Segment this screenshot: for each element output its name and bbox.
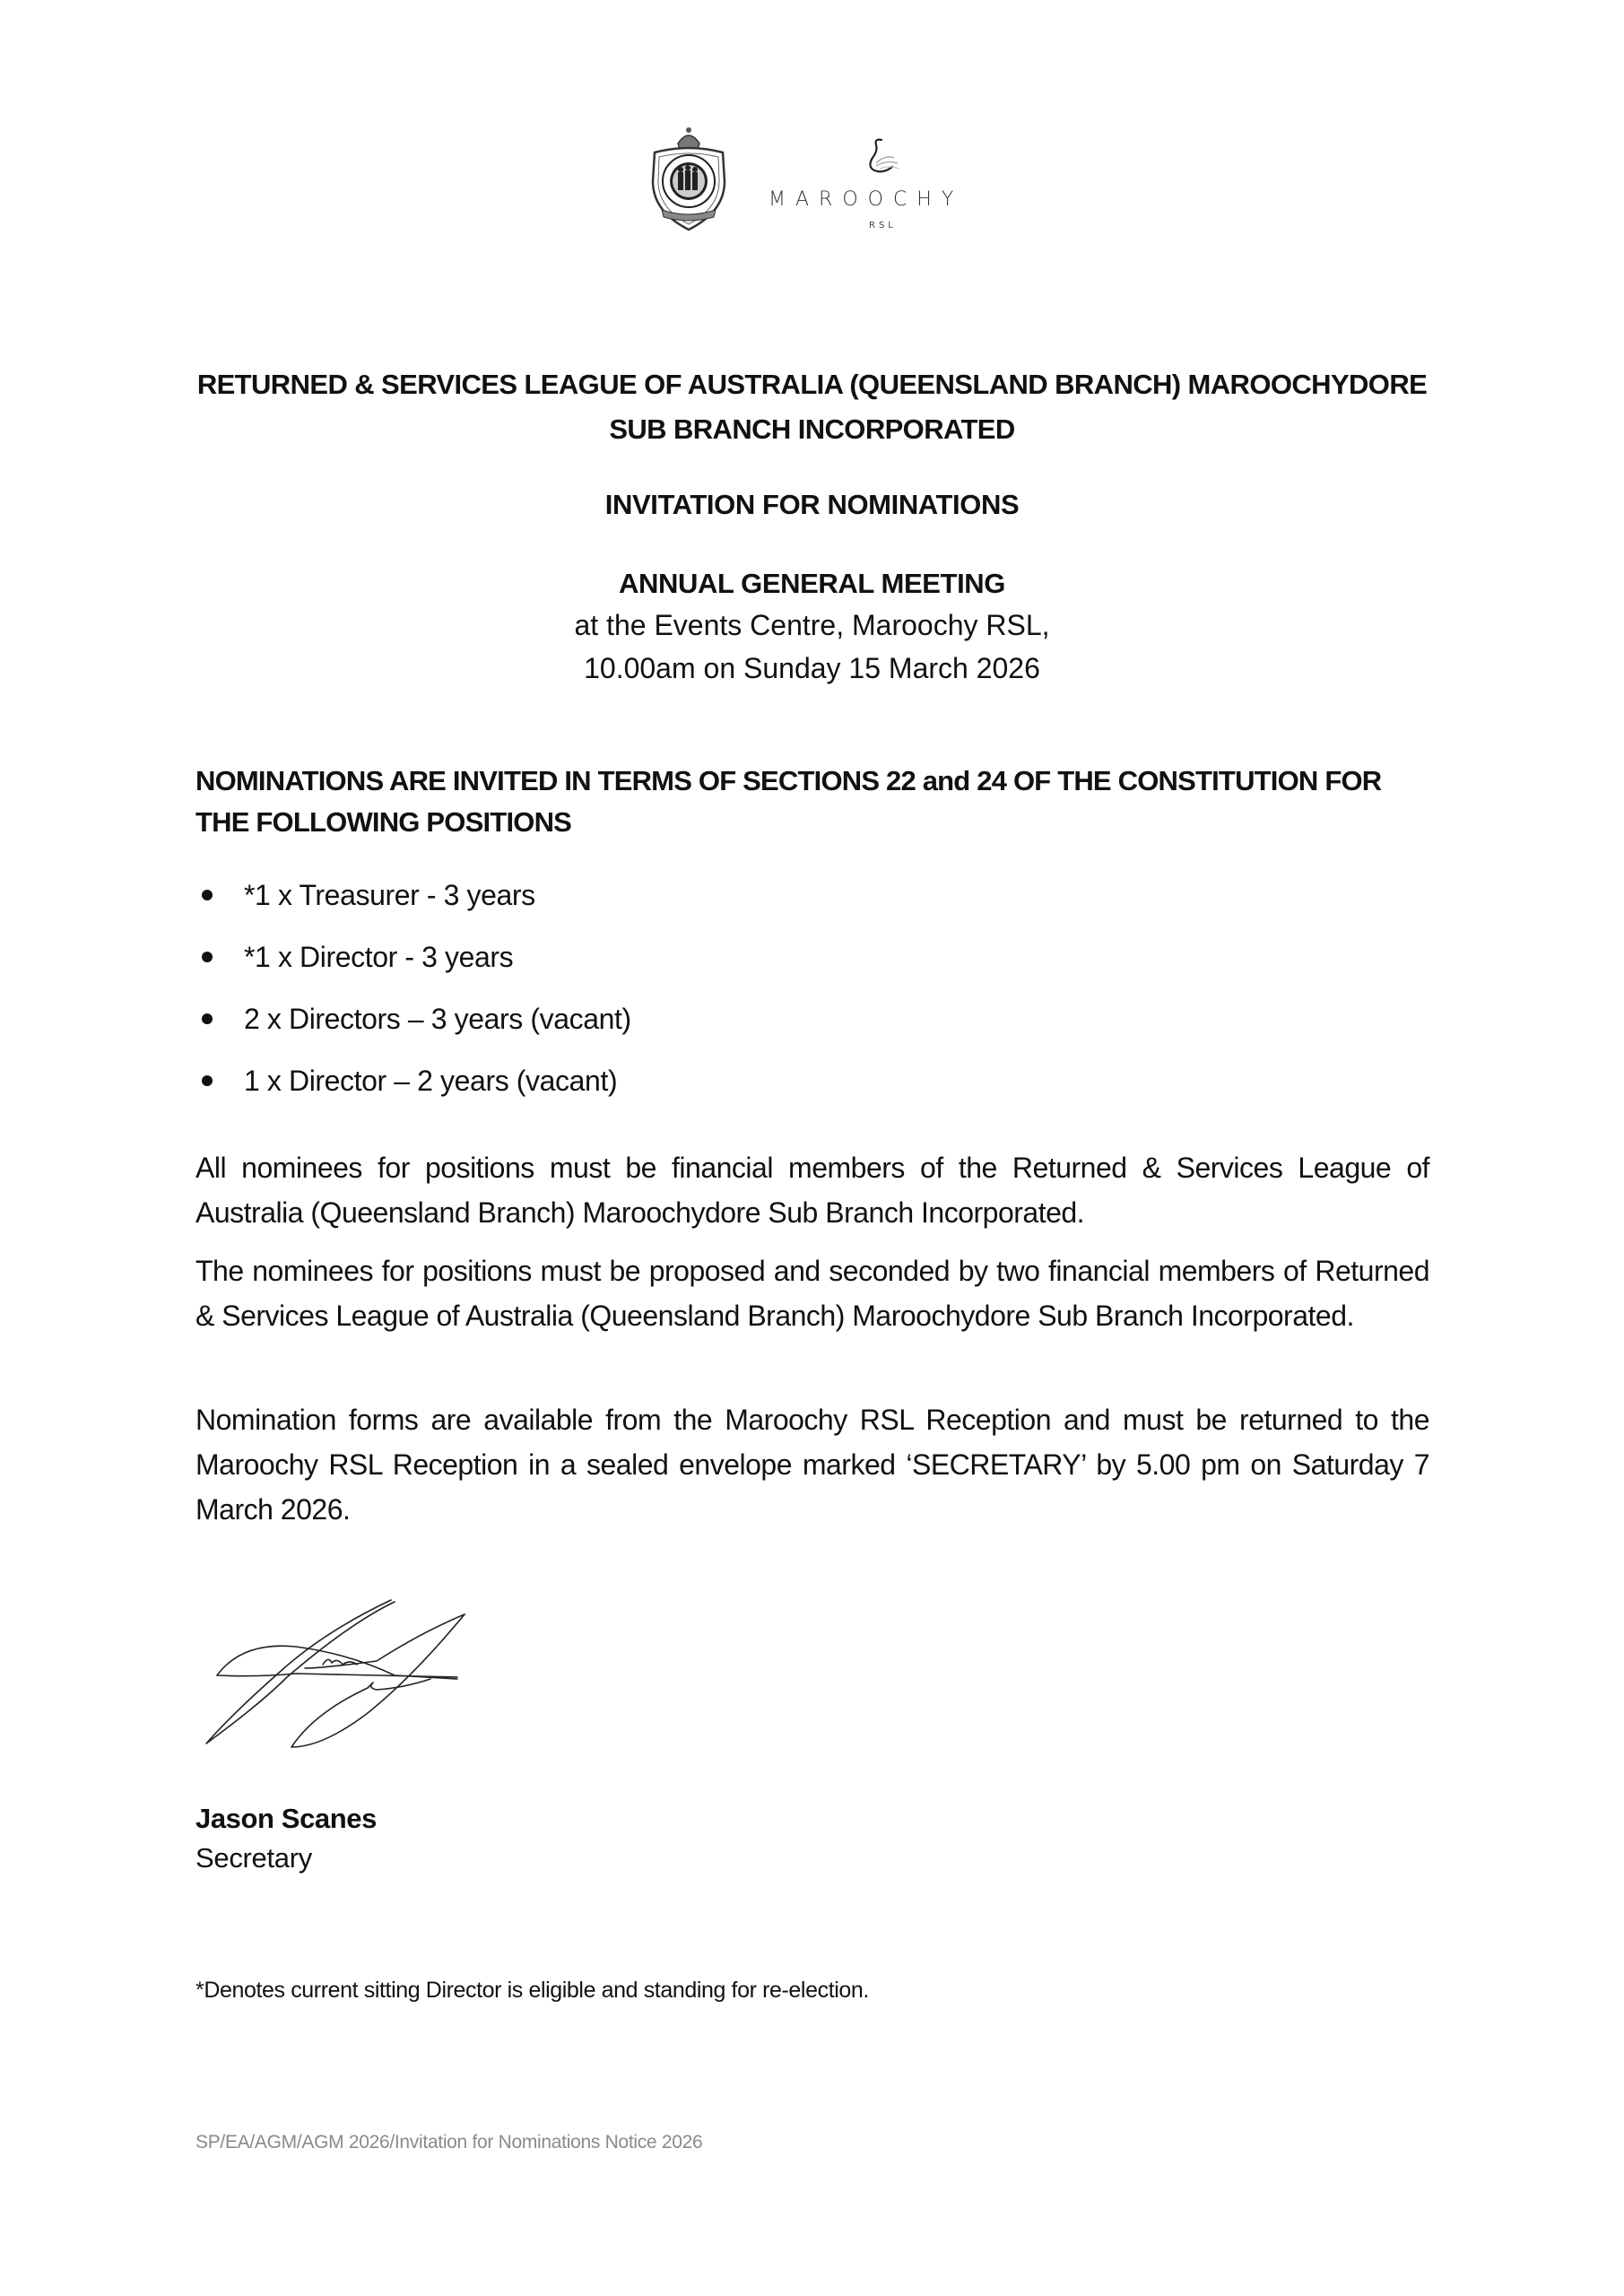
signer-title: Secretary xyxy=(195,1842,312,1874)
submission-paragraph: Nomination forms are available from the Maroochy RSL Reception and must be returned to the Maroochy RSL Reception in a sealed envelope marked ‘SECRETARY’ by 5.00 pm on Saturday 7 March 2026. xyxy=(195,1404,1429,1526)
invitation-heading: INVITATION FOR NOMINATIONS xyxy=(604,489,1020,520)
position-item xyxy=(195,1063,1429,1125)
signer-name: Jason Scanes xyxy=(195,1803,377,1834)
bullet-icon xyxy=(202,1075,213,1086)
agm-venue: at the Events Centre, Maroochy RSL, xyxy=(574,609,1050,641)
footnote: *Denotes current sitting Director is eligible and standing for re-election. xyxy=(195,1978,869,2003)
position-item xyxy=(195,939,1429,1001)
document-reference: SP/EA/AGM/AGM 2026/Invitation for Nominations Notice 2026 xyxy=(195,2132,703,2152)
proposal-paragraph: The nominees for positions must be proposed and seconded by two financial members of Returned & Services League of Australia (Queensland Branch) Maroochydore Sub Branch Incorporated. xyxy=(195,1255,1429,1332)
position-label: *1 x Director - 3 years xyxy=(244,941,514,973)
bullet-icon xyxy=(202,1013,213,1024)
brand-subtitle: RSL xyxy=(869,221,897,230)
eligibility-paragraph: All nominees for positions must be financial members of the Returned & Services League of Australia (Queensland Branch) Maroochydore Sub Branch Incorporated. xyxy=(195,1152,1429,1229)
position-item xyxy=(195,877,1429,939)
brand-name: MAROOCHY xyxy=(769,188,964,211)
nominations-heading-line-1: NOMINATIONS ARE INVITED IN TERMS OF SECTIONS 22 and 24 OF THE CONSTITUTION FOR xyxy=(195,765,1382,796)
organisation-title-line-1: RETURNED & SERVICES LEAGUE OF AUSTRALIA (QUEENSLAND BRANCH) MAROOCHYDORE xyxy=(196,369,1428,400)
swan-icon xyxy=(865,136,901,178)
rsl-badge-icon xyxy=(646,126,732,233)
position-label: 2 x Directors – 3 years (vacant) xyxy=(244,1003,631,1035)
position-label: 1 x Director – 2 years (vacant) xyxy=(244,1065,618,1097)
position-item xyxy=(195,1001,1429,1063)
organisation-title-line-2: SUB BRANCH INCORPORATED xyxy=(609,413,1015,445)
nominations-heading xyxy=(195,761,1429,843)
header-logos xyxy=(646,126,1004,233)
bullet-icon xyxy=(202,952,213,962)
agm-heading: ANNUAL GENERAL MEETING xyxy=(619,568,1005,599)
position-label: *1 x Treasurer - 3 years xyxy=(244,879,535,911)
bullet-icon xyxy=(202,890,213,900)
nominations-heading-line-2: THE FOLLOWING POSITIONS xyxy=(195,806,572,838)
positions-list xyxy=(195,877,1429,1125)
agm-datetime: 10.00am on Sunday 15 March 2026 xyxy=(584,652,1040,684)
signature-icon xyxy=(188,1578,475,1758)
maroochy-rsl-logo xyxy=(758,136,1009,235)
organisation-title xyxy=(0,362,1624,452)
